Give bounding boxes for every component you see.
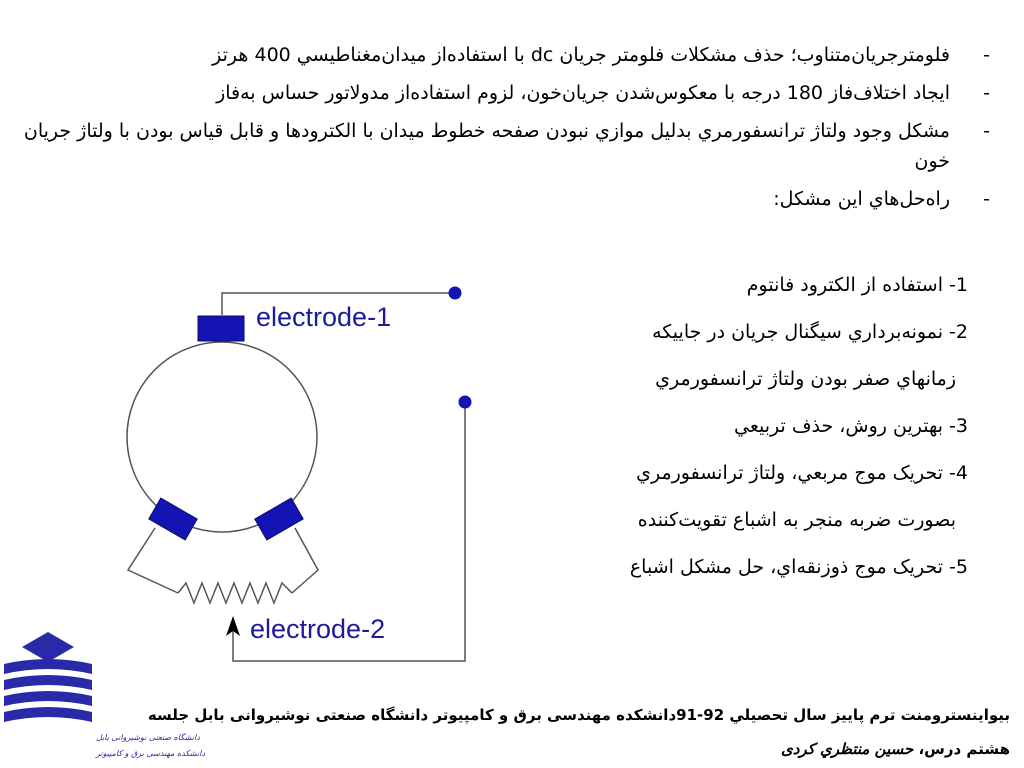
- step-line: 5- تحريک موج ذوزنقه‌اي، حل مشکل اشباع: [629, 556, 968, 578]
- step-line: 2- نمونه‌برداري سيگنال جريان در جاييکه: [652, 321, 968, 343]
- step-line: زمانهاي صفر بودن ولتاژ ترانسفورمري: [655, 368, 956, 390]
- footer-author: حسين منتظري کردی: [780, 740, 914, 758]
- bullet-marker: -: [983, 44, 990, 66]
- step-line: 4- تحريک موج مربعي، ولتاژ ترانسفورمري: [636, 462, 968, 484]
- bullet-marker: -: [983, 120, 990, 142]
- svg-text:دانشگاه صنعتی نوشیروانی بابل: دانشگاه صنعتی نوشیروانی بابل: [96, 733, 200, 742]
- bullet-item: [10, 184, 990, 214]
- bullet-text: راه‌حل‌هاي اين مشکل:: [773, 188, 950, 210]
- bullet-item: [10, 40, 990, 70]
- footer-line-1: بيواينسترومنت ترم پاييز سال تحصيلي 92-91دانشکده مهندسی برق و کامپيوتر دانشگاه صنعتی نوشيروانی بابل جلسه: [147, 706, 1010, 724]
- resistor: [178, 583, 292, 603]
- bullet-list: [10, 40, 990, 222]
- svg-text:دانشکده مهندسی برق و کامپیوتر: دانشکده مهندسی برق و کامپیوتر: [96, 749, 205, 758]
- electrode-1-label: electrode-1: [256, 302, 392, 332]
- footer: [120, 698, 1010, 766]
- wire-left-electrode: [128, 528, 178, 593]
- terminal-2: [459, 396, 472, 409]
- electrode-2-label: electrode-2: [250, 614, 386, 644]
- solution-steps: [498, 268, 968, 597]
- electrode-diagram: [0, 260, 500, 670]
- footer-line-2: [120, 732, 1010, 766]
- bullet-text: مشکل وجود ولتاژ ترانسفورمري بدليل موازي نبودن صفحه خطوط ميدان با الکترودها و قابل قياس بودن با ولتاژ جريان خون: [23, 120, 950, 172]
- electrode-1-pad: [198, 316, 244, 341]
- footer-lesson: هشتم درس،: [918, 740, 1010, 758]
- wire-right-electrode: [292, 528, 318, 593]
- bullet-text: فلومترجريان‌متناوب؛ حذف مشکلات فلومتر جريان dc با استفاده‌از ميدان‌مغناطيسي 400 هرتز: [212, 44, 950, 66]
- university-logo: [0, 630, 205, 768]
- bullet-item: [10, 116, 990, 176]
- step-line: 3- بهترين روش، حذف تربيعي: [733, 415, 968, 437]
- step-line: 1- استفاده از الکترود فانتوم: [746, 274, 968, 296]
- bullet-item: [10, 78, 990, 108]
- bullet-marker: -: [983, 188, 990, 210]
- bullet-text: ايجاد اختلاف‌فاز 180 درجه با معکوس‌شدن جريان‌خون، لزوم استفاده‌از مدولاتور حساس به‌فاز: [216, 82, 950, 104]
- terminal-1: [449, 287, 462, 300]
- step-line: بصورت ضربه منجر به اشباع تقويت‌کننده: [637, 509, 956, 531]
- bullet-marker: -: [983, 82, 990, 104]
